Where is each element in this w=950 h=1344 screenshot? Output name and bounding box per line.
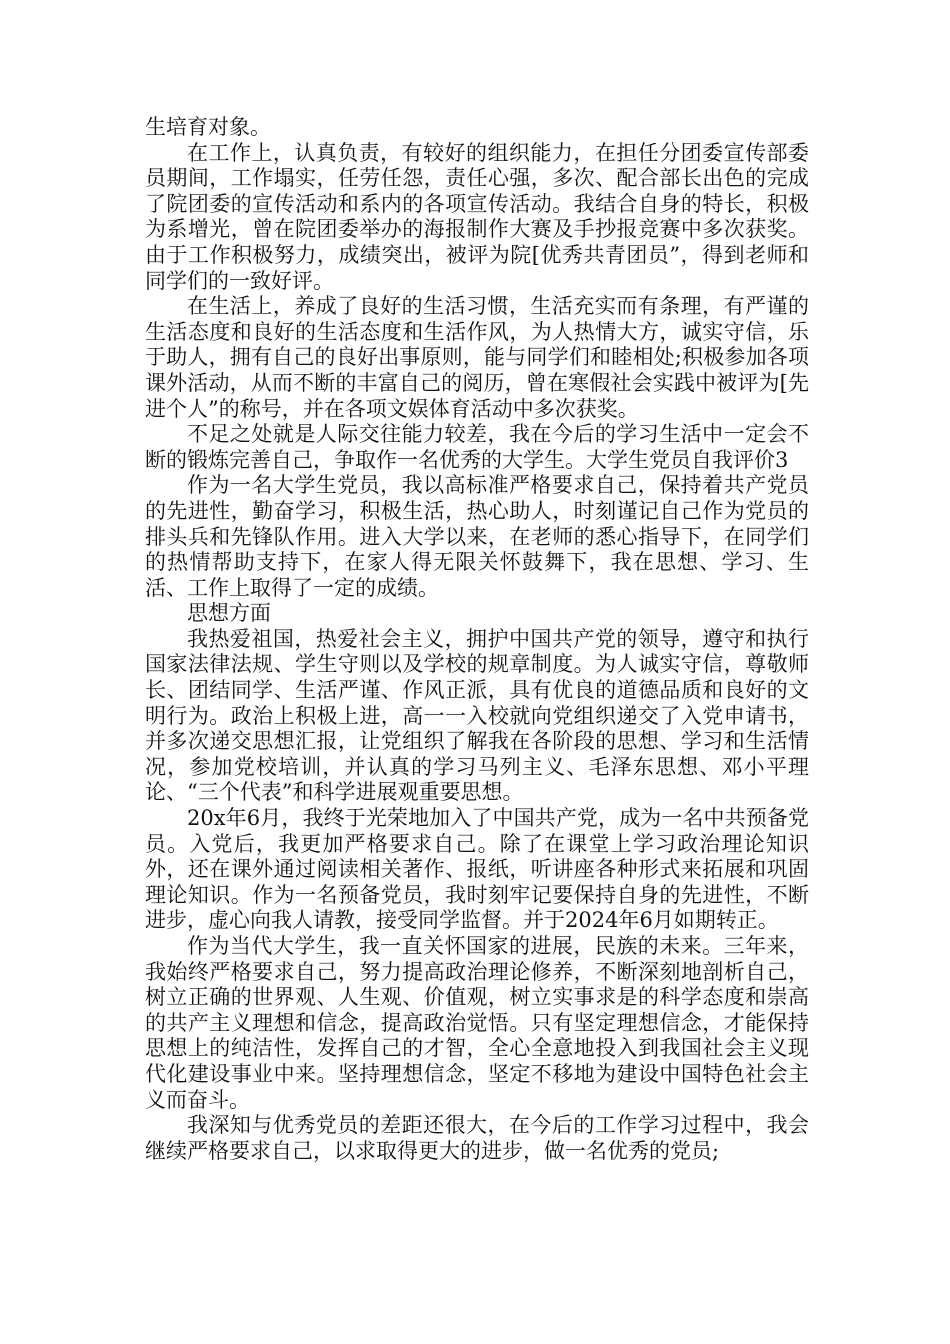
paragraph-6: 我热爱祖国，热爱社会主义，拥护中国共产党的领导，遵守和执行国家法律法规、学生守则以及学校的规章制度。为人诚实守信，尊敬师长、团结同学、生活严谨、作风正派，具有优良的道德品质和良好的文明行为。政治上积极上进，高一一入校就向党组织递交了入党申请书，并多次递交思想汇报，让党组织了解我在各阶段的思想、学习和生活情况，参加党校培训，并认真的学习马列主义、毛泽东思想、邓小平理论、“三个代表”和科学进展观重要思想。 bbox=[145, 626, 809, 805]
paragraph-2: 在工作上，认真负责，有较好的组织能力，在担任分团委宣传部委员期间，工作塌实，任劳任怨，责任心强，多次、配合部长出色的完成了院团委的宣传活动和系内的各项宣传活动。我结合自身的特长，积极为系增光，曾在院团委举办的海报制作大赛及手抄报竞赛中多次获奖。由于工作积极努力，成绩突出，被评为院[优秀共青团员”，得到老师和同学们的一致好评。 bbox=[145, 140, 809, 293]
paragraph-9: 我深知与优秀党员的差距还很大，在今后的工作学习过程中，我会继续严格要求自己，以求取得更大的进步，做一名优秀的党员; bbox=[145, 1113, 809, 1163]
paragraph-7: 20x年6月，我终于光荣地加入了中国共产党，成为一名中共预备党员。入党后，我更加严格要求自己。除了在课堂上学习政治理论知识外，还在课外通过阅读相关著作、报纸，听讲座各种形式来拓展和巩固理论知识。作为一名预备党员，我时刻牢记要保持自身的先进性，不断进步，虚心向我人请教，接受同学监督。并于2024年6月如期转正。 bbox=[145, 806, 809, 933]
paragraph-5: 作为一名大学生党员，我以高标准严格要求自己，保持着共产党员的先进性，勤奋学习，积极生活，热心助人，时刻谨记自己作为党员的排头兵和先锋队作用。进入大学以来，在老师的悉心指导下，在同学们的热情帮助支持下，在家人得无限关怀鼓舞下，我在思想、学习、生活、工作上取得了一定的成绩。 bbox=[145, 473, 809, 600]
paragraph-1: 生培育对象。 bbox=[145, 115, 271, 139]
paragraph-8: 作为当代大学生，我一直关怀国家的进展，民族的未来。三年来，我始终严格要求自己，努力提高政治理论修养，不断深刻地剖析自己，树立正确的世界观、人生观、价值观，树立实事求是的科学态度和崇高的共产主义理想和信念，提高政治觉悟。只有坚定理想信念，才能保持思想上的纯洁性，发挥自己的才智，全心全意地投入到我国社会主义现代化建设事业中来。坚持理想信念，坚定不移地为建设中国特色社会主义而奋斗。 bbox=[145, 934, 809, 1112]
document-page bbox=[145, 115, 809, 1164]
paragraph-4: 不足之处就是人际交往能力较差，我在今后的学习生活中一定会不断的锻炼完善自己，争取作一名优秀的大学生。大学生党员自我评价3 bbox=[145, 422, 809, 472]
paragraph-3: 在生活上，养成了良好的生活习惯，生活充实而有条理，有严谨的生活态度和良好的生活态度和生活作风，为人热情大方，诚实守信，乐于助人，拥有自己的良好出事原则，能与同学们和睦相处;积极参加各项课外活动，从而不断的丰富自己的阅历，曾在寒假社会实践中被评为[先进个人”的称号，并在各项文娱体育活动中多次获奖。 bbox=[145, 294, 809, 421]
section-heading: 思想方面 bbox=[187, 601, 271, 626]
